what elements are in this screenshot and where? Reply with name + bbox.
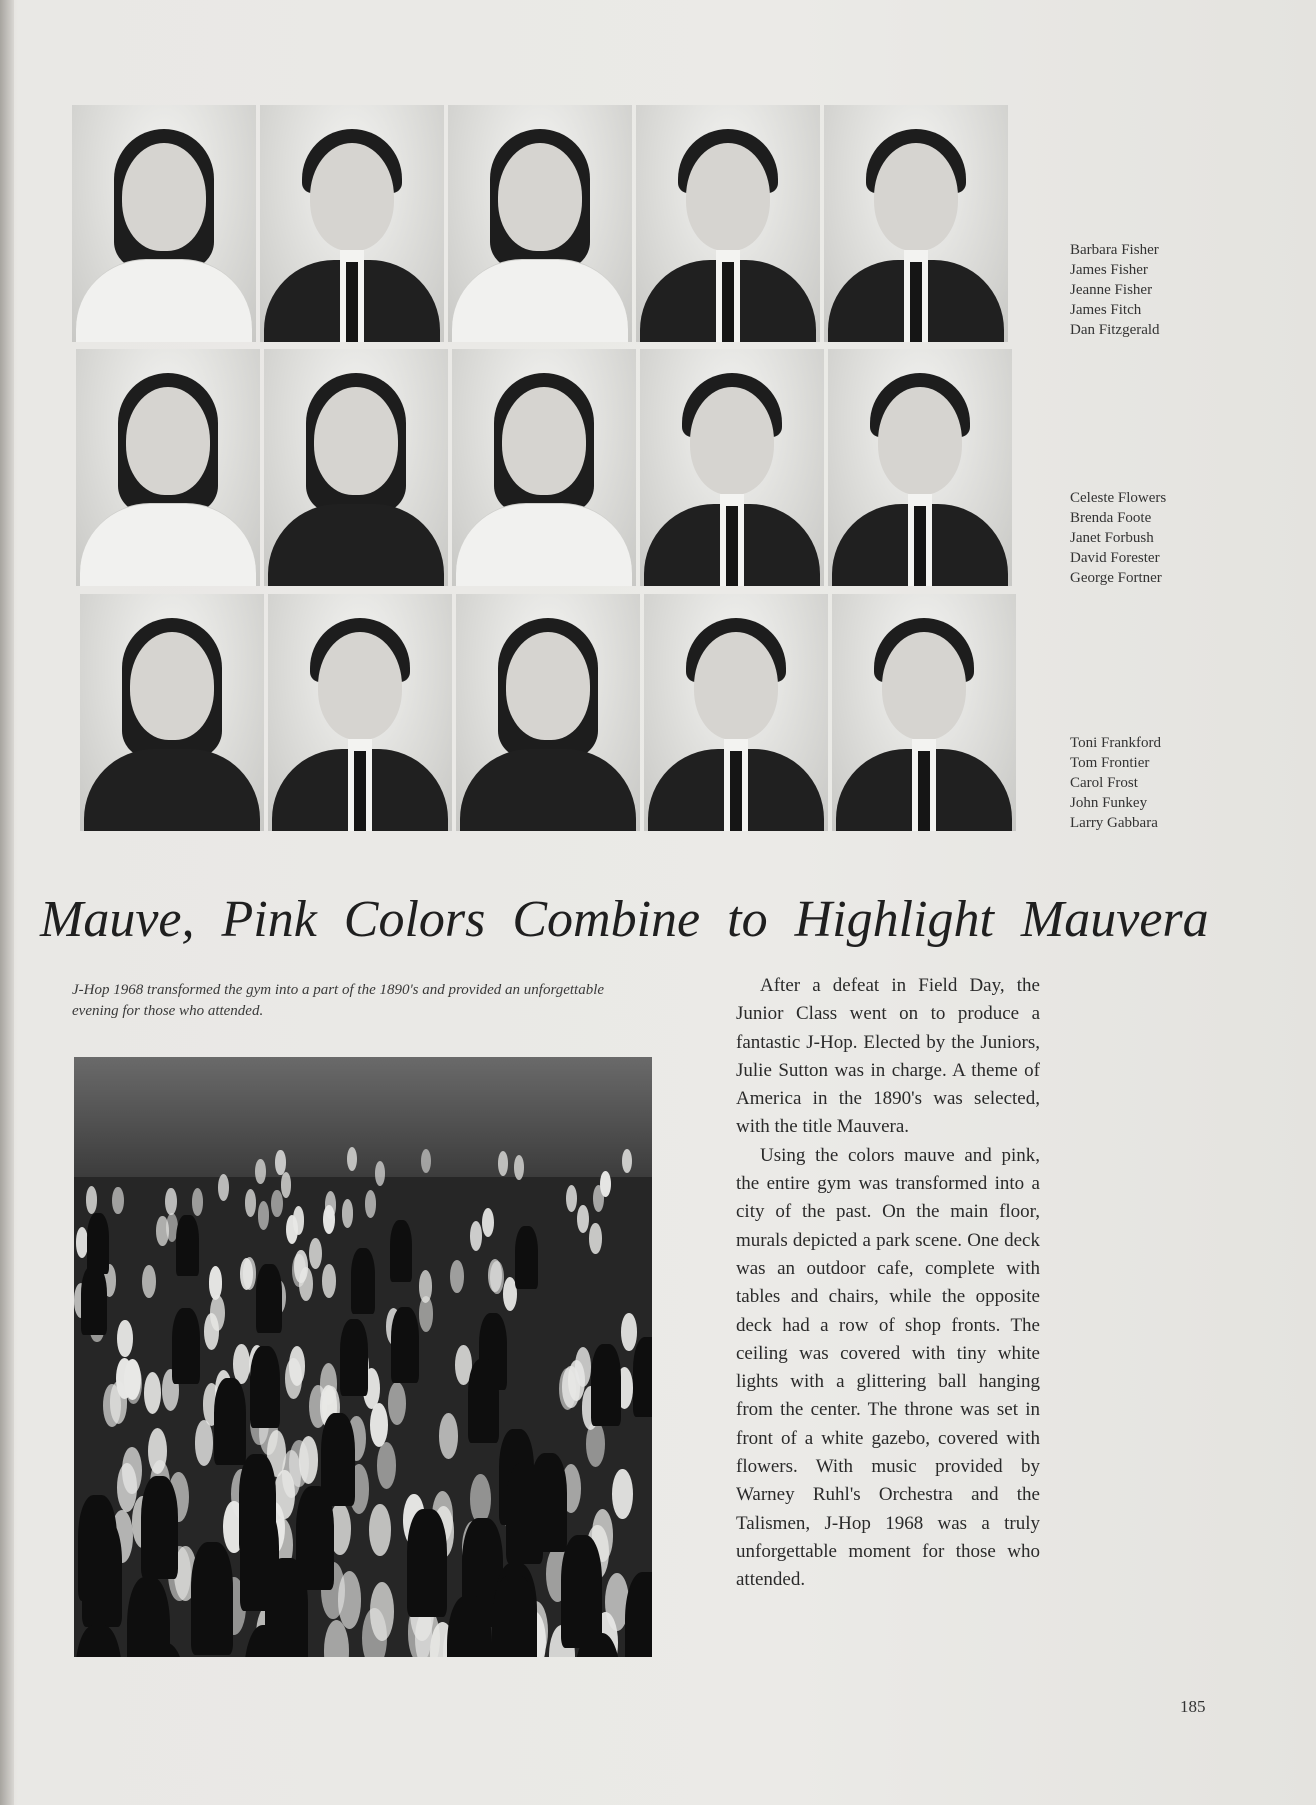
student-name: Toni Frankford [1070,735,1162,751]
portrait-row-3 [80,594,1016,831]
portrait-photo [268,594,452,831]
article-paragraph: Using the colors mauve and pink, the entire gym was transformed into a city of the past. On the main floor, murals depicted a park scene. One deck was an outdoor cafe, complete with tables and chairs, while the opposite deck had a row of shop fronts. The ceiling was covered with tiny white lights with a glittering ball hanging from the center. The throne was set in front of a white gazebo, covered with flowers. With music provided by Warney Ruhl's Orchestra and the Talismen, J-Hop 1968 was a truly unforgettable moment for those who attended. [736,1144,1040,1591]
student-name: James Fisher [1070,262,1148,278]
name-list-row-3 [1070,733,1161,833]
article-body [736,972,1040,1595]
student-name: Carol Frost [1070,775,1138,791]
page-number: 185 [1180,1697,1206,1716]
portrait-photo [264,349,448,586]
student-name: Janet Forbush [1070,530,1154,546]
student-name: John Funkey [1070,795,1148,811]
portrait-photo [636,105,820,342]
portrait-photo [456,594,640,831]
page-binding-shadow [0,0,14,1805]
portrait-row-1 [72,105,1008,342]
student-name: George Fortner [1070,570,1162,586]
portrait-photo [72,105,256,342]
student-name: Tom Frontier [1070,755,1150,771]
portrait-photo [80,594,264,831]
student-name: Jeanne Fisher [1070,282,1153,298]
student-name: Larry Gabbara [1070,815,1158,831]
photo-caption: J-Hop 1968 transformed the gym into a part of the 1890's and provided an unforgettable evening for those who attended. [72,982,605,1019]
article-paragraph: After a defeat in Field Day, the Junior Class went on to produce a fantastic J-Hop. Elected by the Juniors, Julie Sutton was in charge. A theme of America in the 1890's was selected, with the title Mauvera. [736,975,1040,1138]
student-name: James Fitch [1070,302,1142,318]
student-name: David Forester [1070,550,1160,566]
name-list-row-1 [1070,240,1160,340]
student-name: Brenda Foote [1070,510,1152,526]
name-list-row-2 [1070,488,1166,588]
portrait-photo [824,105,1008,342]
dance-photo [74,1057,652,1657]
student-name: Celeste Flowers [1070,490,1167,506]
article-headline: Mauve, Pink Colors Combine to Highlight Mauvera [40,891,1209,948]
portrait-photo [452,349,636,586]
student-name: Barbara Fisher [1070,242,1159,258]
portrait-photo [260,105,444,342]
portrait-photo [76,349,260,586]
portrait-photo [640,349,824,586]
portrait-photo [644,594,828,831]
student-name: Dan Fitzgerald [1070,322,1160,338]
portrait-row-2 [76,349,1012,586]
portrait-photo [448,105,632,342]
portrait-photo [828,349,1012,586]
portrait-photo [832,594,1016,831]
